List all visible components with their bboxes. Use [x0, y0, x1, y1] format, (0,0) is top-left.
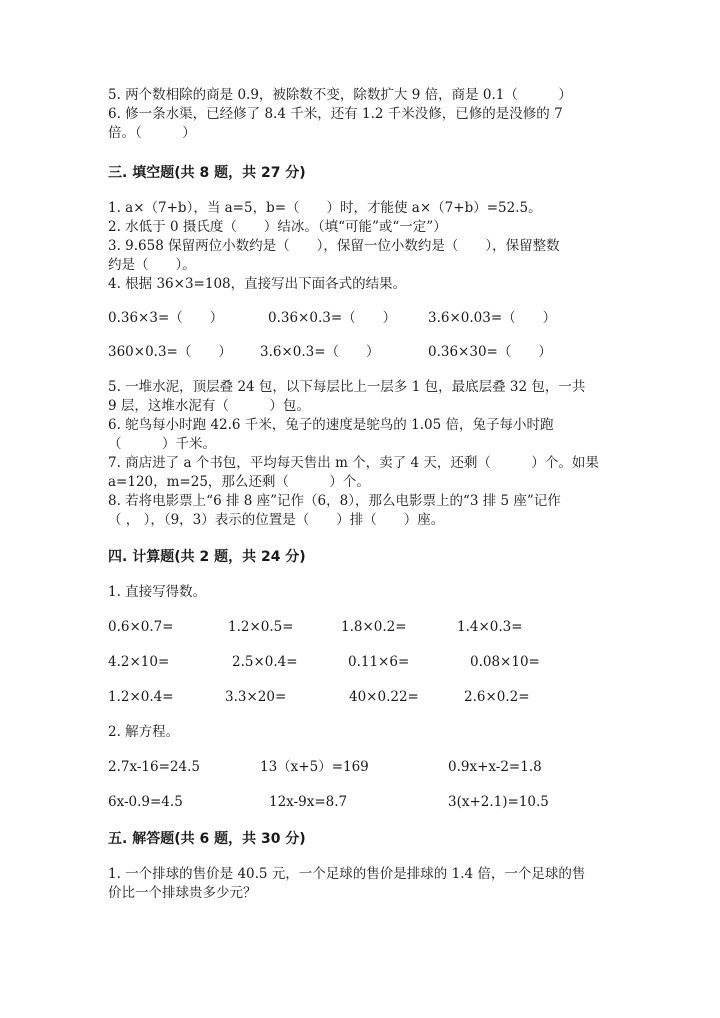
equation-item: 3(x+2.1)=10.5: [448, 794, 549, 810]
worksheet-page: [108, 86, 628, 903]
question-s3-8-line2: （ ， ），（9，3）表示的位置是（ ）排（ ）座。: [108, 512, 445, 528]
question-s3-7-line1: 7. 商店进了 a 个书包，平均每天售出 m 个，卖了 4 天，还剩（ ）个。如果: [108, 455, 599, 471]
expression-item: 360×0.3=（ ）: [108, 344, 232, 360]
expression-item: 0.6×0.7=: [108, 619, 174, 635]
equation-item: 12x-9x=8.7: [269, 794, 348, 810]
expression-item: 4.2×10=: [108, 654, 170, 670]
question-s3-2: 2. 水低于 0 摄氏度（ ）结冰。（填“可能”或“一定”）: [108, 219, 447, 235]
question-s3-4: 4. 根据 36×3=108，直接写出下面各式的结果。: [108, 276, 407, 292]
equation-item: 2.7x-16=24.5: [108, 759, 200, 775]
question-s3-6-line2: （ ）千米。: [108, 436, 216, 452]
question-s3-7-line2: a=120，m=25，那么还剩（ ）个。: [108, 474, 370, 490]
question-s3-3-line1: 3. 9.658 保留两位小数约是（ ），保留一位小数约是（ ），保留整数: [108, 238, 560, 254]
expression-item: 2.5×0.4=: [232, 654, 298, 670]
section-heading-word-problems: 五. 解答题(共 6 题，共 30 分): [108, 831, 306, 847]
calc-row-1: [108, 618, 628, 637]
equation-row-2: [108, 793, 628, 812]
question-s3-8-line1: 8. 若将电影票上“6 排 8 座”记作（6，8），那么电影票上的“3 排 5 座”记作: [108, 493, 561, 509]
question-s5-1-line2: 价比一个排球贵多少元？: [108, 885, 257, 901]
answer-row-s3-4a: [108, 309, 628, 328]
expression-item: 40×0.22=: [349, 689, 419, 705]
question-s3-3-line2: 约是（ ）。: [108, 257, 196, 273]
expression-item: 1.8×0.2=: [341, 619, 407, 635]
problem-s4-2-title: 2. 解方程。: [108, 724, 180, 740]
equation-item: 0.9x+x-2=1.8: [448, 759, 542, 775]
expression-item: 0.36×3=（ ）: [108, 310, 224, 326]
equation-item: 13（x+5）=169: [260, 759, 369, 775]
question-s3-6-line1: 6. 鸵鸟每小时跑 42.6 千米，兔子的速度是鸵鸟的 1.05 倍，兔子每小时跑: [108, 417, 554, 433]
question-s3-5-line1: 5. 一堆水泥，顶层叠 24 包，以下每层比上一层多 1 包，最底层叠 32 包，一共: [108, 379, 586, 395]
expression-item: 3.6×0.03=（ ）: [428, 310, 557, 326]
expression-item: 3.3×20=: [225, 689, 287, 705]
equation-row-1: [108, 758, 628, 777]
question-s2-5: 5. 两个数相除的商是 0.9，被除数不变，除数扩大 9 倍，商是 0.1（ ）: [108, 87, 572, 103]
calc-row-3: [108, 688, 628, 707]
expression-item: 0.36×0.3=（ ）: [268, 310, 397, 326]
expression-item: 1.2×0.5=: [228, 619, 294, 635]
problem-s4-1-title: 1. 直接写得数。: [108, 584, 207, 600]
expression-item: 0.08×10=: [470, 654, 540, 670]
expression-item: 2.6×0.2=: [464, 689, 530, 705]
question-s3-1: 1. a×（7+b），当 a=5，b=（ ）时，才能使 a×（7+b）=52.5。: [108, 200, 542, 216]
question-s2-6-line2: 倍。（ ）: [108, 125, 196, 141]
section-heading-calculation: 四. 计算题(共 2 题，共 24 分): [108, 549, 306, 565]
question-s2-6-line1: 6. 修一条水渠，已经修了 8.4 千米，还有 1.2 千米没修，已修的是没修的 7: [108, 106, 563, 122]
expression-item: 0.11×6=: [348, 654, 410, 670]
question-s5-1-line1: 1. 一个排球的售价是 40.5 元，一个足球的售价是排球的 1.4 倍，一个足球的售: [108, 866, 586, 882]
answer-row-s3-4b: [108, 343, 628, 362]
equation-item: 6x-0.9=4.5: [108, 794, 183, 810]
calc-row-2: [108, 653, 628, 672]
question-s3-5-line2: 9 层，这堆水泥有（ ）包。: [108, 398, 310, 414]
expression-item: 1.4×0.3=: [457, 619, 523, 635]
expression-item: 3.6×0.3=（ ）: [260, 344, 380, 360]
expression-item: 1.2×0.4=: [108, 689, 174, 705]
expression-item: 0.36×30=（ ）: [428, 344, 552, 360]
section-heading-fill-in: 三. 填空题(共 8 题，共 27 分): [108, 165, 306, 181]
